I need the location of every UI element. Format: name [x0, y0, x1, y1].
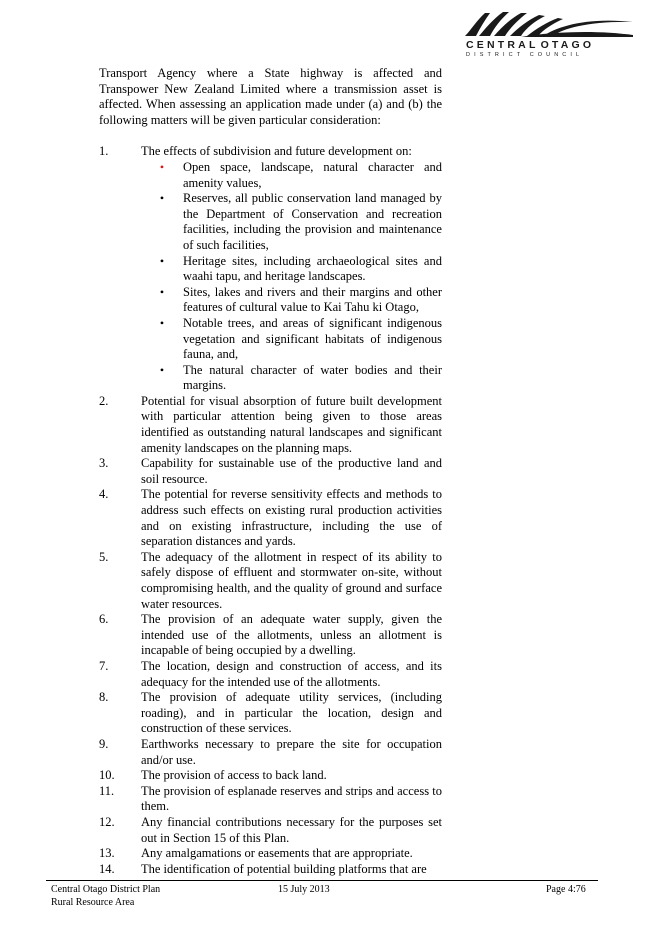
item-text: The provision of an adequate water supply, given the intended use of the allotments, unless an allotment is incapable of being occupied by a dwelling.	[141, 612, 442, 658]
item-text: The potential for reverse sensitivity effects and methods to address such effects on existing rural production activities and on existing infrastructure, including the use of separation distances and yards.	[141, 487, 442, 549]
item-number: 2.	[99, 393, 109, 408]
item-number: 7.	[99, 658, 109, 673]
item-number: 12.	[99, 814, 115, 829]
list-item	[99, 768, 442, 784]
list-item	[99, 550, 442, 612]
item-text: The provision of access to back land.	[141, 768, 327, 783]
item-text: The adequacy of the allotment in respect of its ability to safely dispose of effluent and stormwater on-site, without compromising health, and the quality of ground and surface water resources.	[141, 549, 442, 611]
sub-list-item	[141, 363, 442, 394]
sub-list	[141, 160, 442, 394]
mountains-logo-icon	[463, 8, 635, 38]
item-text: Capability for sustainable use of the productive land and soil resource.	[141, 456, 442, 486]
bullet-icon: •	[159, 159, 165, 174]
list-item	[99, 784, 442, 815]
logo-word-central: CENTRAL	[466, 39, 539, 51]
item-number: 10.	[99, 768, 115, 783]
list-item	[99, 659, 442, 690]
sub-item-text: Heritage sites, including archaeological sites and waahi tapu, and heritage landscapes.	[183, 253, 442, 284]
item-text: The provision of esplanade reserves and strips and access to them.	[141, 783, 442, 814]
item-text: The location, design and construction of access, and its adequacy for the intended use of the allotments.	[141, 658, 442, 689]
list-item	[99, 862, 442, 878]
footer-date: 15 July 2013	[278, 884, 330, 895]
list-item	[99, 144, 442, 394]
footer-left	[51, 884, 160, 909]
item-number: 4.	[99, 487, 109, 502]
bullet-icon: •	[159, 253, 165, 268]
item-text: The identification of potential building platforms that are	[141, 861, 427, 876]
bullet-icon: •	[159, 315, 165, 330]
list-item	[99, 815, 442, 846]
sub-item-text: Notable trees, and areas of significant indigenous vegetation and significant habitats of indigenous fauna, and,	[183, 315, 442, 362]
bullet-icon: •	[159, 362, 165, 377]
item-text: Any financial contributions necessary for the purposes set out in Section 15 of this Plan.	[141, 814, 442, 845]
bullet-icon: •	[159, 284, 165, 299]
list-item	[99, 394, 442, 456]
footer-section-name: Rural Resource Area	[51, 896, 135, 908]
item-number: 14.	[99, 861, 115, 876]
sub-list-item	[141, 191, 442, 253]
item-number: 5.	[99, 549, 109, 564]
document-body	[99, 66, 442, 877]
item-text: Potential for visual absorption of future built development with particular attention being given to those areas identified as outstanding natural landscapes and significant amenity landscapes on the planning maps.	[141, 393, 442, 455]
item-text: The effects of subdivision and future development on:	[141, 144, 412, 159]
item-number: 11.	[99, 783, 115, 798]
item-text: Earthworks necessary to prepare the site for occupation and/or use.	[141, 736, 442, 767]
sub-item-text: Open space, landscape, natural character and amenity values,	[183, 159, 442, 190]
item-text: Any amalgamations or easements that are appropriate.	[141, 846, 413, 861]
list-item	[99, 612, 442, 659]
sub-item-text: The natural character of water bodies and their margins.	[183, 362, 442, 393]
footer-divider	[46, 880, 598, 881]
item-number: 9.	[99, 736, 109, 751]
sub-item-text: Sites, lakes and rivers and their margins and other features of cultural value to Kai Tahu ki Otago,	[183, 284, 442, 315]
sub-list-item	[141, 254, 442, 285]
sub-list-item	[141, 285, 442, 316]
logo-subtitle: DISTRICT COUNCIL	[466, 52, 584, 58]
item-number: 8.	[99, 690, 109, 705]
list-item	[99, 737, 442, 768]
bullet-icon: •	[159, 191, 165, 206]
item-number: 6.	[99, 612, 109, 627]
item-number: 3.	[99, 456, 109, 471]
item-number: 13.	[99, 846, 115, 861]
sub-list-item	[141, 160, 442, 191]
intro-paragraph: Transport Agency where a State highway is affected and Transpower New Zealand Limited where a transmission asset is affected. When assessing an application made under (a) and (b) the following matters will be given particular consideration:	[99, 66, 442, 127]
logo-word-otago: OTAGO	[540, 39, 595, 51]
item-text: The provision of adequate utility services, (including roading), and in particular the location, design and construction of these services.	[141, 690, 442, 736]
list-item	[99, 690, 442, 737]
footer-plan-name: Central Otago District Plan	[51, 884, 161, 895]
logo-wordmark	[466, 39, 594, 51]
page-number: Page 4:76	[546, 884, 586, 895]
list-item	[99, 846, 442, 862]
council-logo	[459, 8, 639, 60]
item-number: 1.	[99, 144, 109, 159]
list-item	[99, 487, 442, 549]
sub-item-text: Reserves, all public conservation land managed by the Department of Conservation and recreation facilities, including the provision and maintenance of such facilities,	[183, 191, 442, 252]
sub-list-item	[141, 316, 442, 363]
list-item	[99, 456, 442, 487]
